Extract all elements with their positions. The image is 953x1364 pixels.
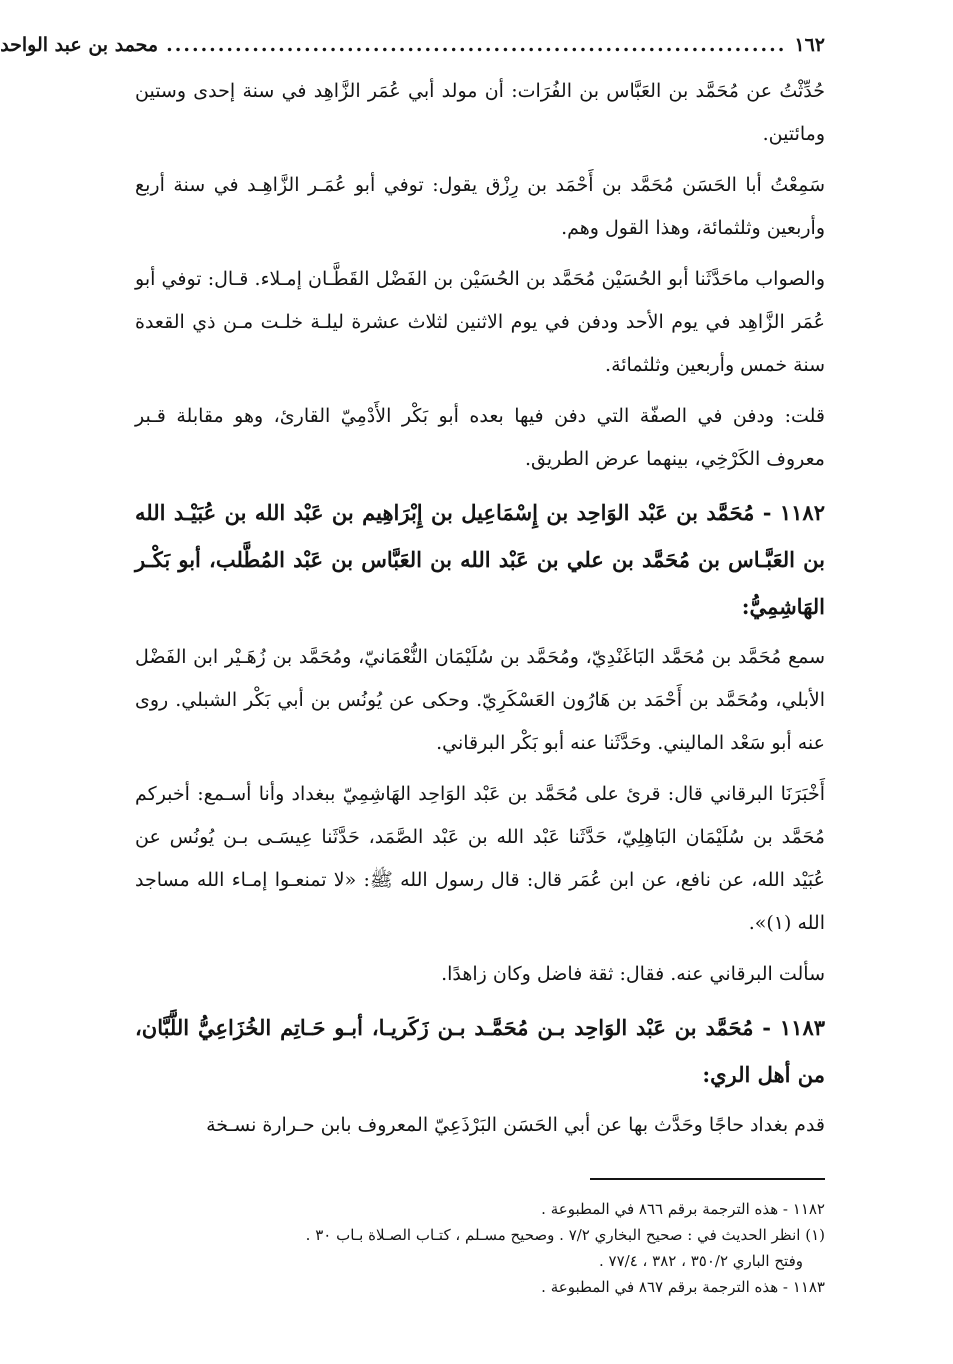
footnotes <box>135 1196 825 1300</box>
entry-1182-hadith: أَخْبَرَنَا البرقاني قال: قرئ على مُحَمَّد بن عَبْد الوَاحِد الهَاشِمِيّ ببغداد وأنا أسـمع: أخبركم مُحَمَّد بن سُلَيْمَان البَاهِلِيّ، حَدَّثَنا عَبْد الله بن عَبْد الصَّمَد، حَدَّثَنا عِيسَـى بـن يُونُس عن عُبَيْد الله، عن نافع، عن ابن عُمَر قال: قال رسول الله ﷺ: «لا تمنعـوا إمـاء الله مساجد الله (١)». <box>135 783 825 934</box>
running-title: محمد بن عبد الواحد <box>0 34 159 56</box>
footnote-separator <box>590 1178 825 1180</box>
footnote-1-continued: وفتح الباري ٣٥٠/٢ ، ٣٨٢ ، ٧٧/٤ . <box>599 1252 803 1270</box>
footnote-1182: ١١٨٢ - هذه الترجمة برقم ٨٦٦ في المطبوعة . <box>541 1200 825 1218</box>
paragraph-death-ibn-rizq: سَمِعْتُ أبا الحَسَن مُحَمَّد بن أَحْمَد بن رِزْق يقول: توفي أبو عُمَـر الزَّاهِـد في سنة أربع وأربعين وثلثمائة، وهذا القول وهم. <box>135 174 825 239</box>
paragraph-burial: قلت: ودفن في الصفّة التي دفن فيها بعده أبو بَكْر الأَدْمِيّ القارئ، وهو مقابلة قـبر معروف الكَرْخِي، بينهما عرض الطريق. <box>135 405 825 470</box>
entry-heading-1182: ١١٨٢ - مُحَمَّد بن عَبْد الوَاحِد بن إِسْمَاعِيل بن إِبْرَاهِيم بن عَبْد الله بن عُبَيْـد الله بن العَبَّـاس بن مُحَمَّد بن علي بن عَبْد الله بن العَبَّاس بن عَبْد المُطَّلب، أبو بَكْـر الهَاشِمِيُّ: <box>135 500 825 619</box>
main-text <box>135 70 825 1155</box>
footnote-1: (١) انظر الحديث في : صحيح البخاري ٧/٢ . وصحيح مسـلم ، كتـاب الصـلاة بـاب ٣٠ . <box>305 1226 825 1244</box>
paragraph-correct-date: والصواب ماحَدَّثَنا أبو الحُسَيْن مُحَمَّد بن الحُسَيْن بن الفَضْل القَطَّـان إمـلاء. قـال: توفي أبو عُمَر الزَّاهِد في يوم الأحد ودفن في يوم الاثنين لثلاث عشرة ليلـة خلـت مـن ذي القعدة سنة خمس وأربعين وثلثمائة. <box>135 268 825 376</box>
page-number: ١٦٢ <box>794 34 825 56</box>
entry-1183-text: قدم بغداد حاجًا وحَدَّث بها عن أبي الحَسَن البَرْذَعِيّ المعروف بابن حـرارة نسـخة <box>206 1114 825 1136</box>
running-header <box>0 30 825 60</box>
entry-1182-grading: سألت البرقاني عنه. فقال: ثقة فاضل وكان زاهدًا. <box>441 963 825 985</box>
paragraph-birth: حُدِّثْتُ عن مُحَمَّد بن العَبَّاس بن الفُرَات: أن مولد أبي عُمَر الزَّاهِد في سنة إحدى وستين ومائتين. <box>135 80 825 145</box>
header-dot-leader: ........................................................................ <box>166 34 787 56</box>
entry-1182-teachers: سمع مُحَمَّد بن مُحَمَّد البَاغَنْدِيّ، ومُحَمَّد بن سُلَيْمَان النُّعْمَانيّ، ومُحَمَّد بن زُهَـيْر ابن الفَضْل الأبلي، ومُحَمَّد بن أَحْمَد بن هَارُون العَسْكَرِيّ. وحكى عن يُونُس بن أبي بَكْر الشبلي. روى عنه أبو سَعْد الماليني. وحَدَّثَنا عنه أبو بَكْر البرقاني. <box>135 646 825 754</box>
entry-heading-1183: ١١٨٣ - مُحَمَّد بن عَبْد الوَاحِد بـن مُحَمَّـد بـن زَكَريـا، أبـو حَـاتِم الخُزَاعِيُّ اللَّبَّان، من أهل الري: <box>135 1015 826 1087</box>
footnote-1183: ١١٨٣ - هذه الترجمة برقم ٨٦٧ في المطبوعة . <box>541 1278 825 1296</box>
